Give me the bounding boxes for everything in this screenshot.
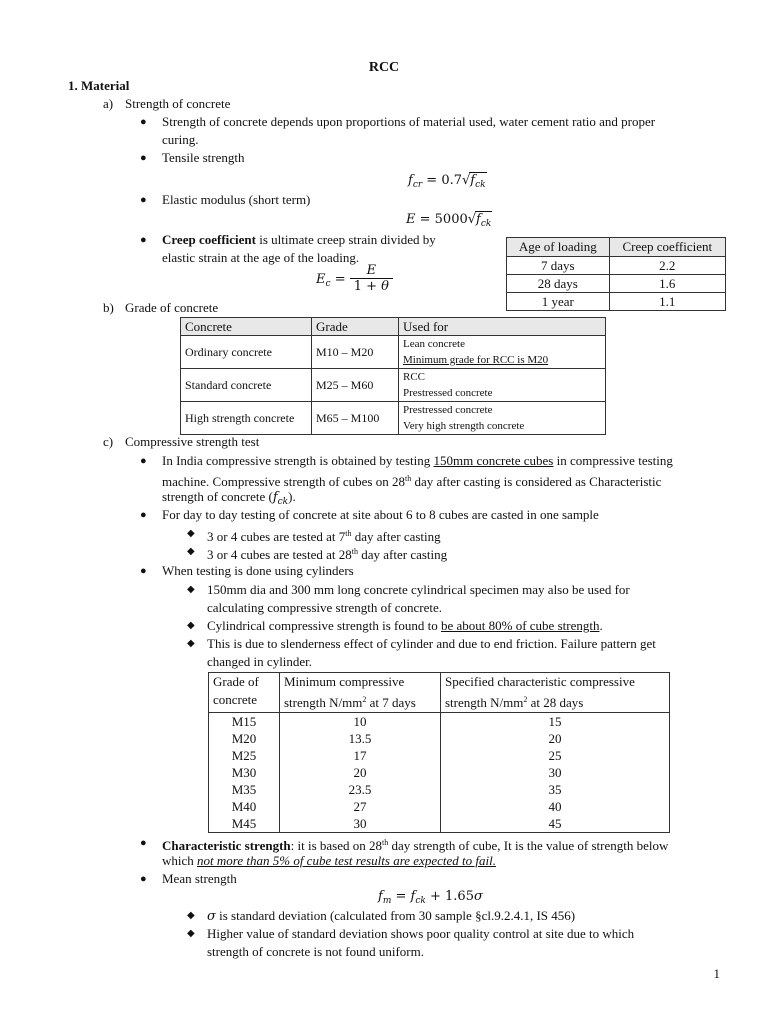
text-run: at 28 days <box>527 695 584 710</box>
table-cell: M40 <box>209 798 280 815</box>
fck-symbol: $f_{ck}$ <box>272 490 289 507</box>
table-cell: 1 year <box>507 293 610 311</box>
subheading-grade: Grade of concrete <box>125 300 219 315</box>
superscript: 2 <box>523 695 528 704</box>
table-row <box>209 730 670 747</box>
header-line: Minimum compressive <box>284 674 405 689</box>
subitem-standard-deviation <box>207 908 575 925</box>
table-cell: 27 <box>280 798 441 815</box>
text-run: ). <box>288 489 296 504</box>
diamond-bullet-icon: ◆ <box>187 910 195 921</box>
paragraph-day-to-day: For day to day testing of concrete at site about 6 to 8 cubes are casted in one sample <box>162 507 599 522</box>
use-line: Lean concrete <box>403 338 465 350</box>
creep-coefficient-text <box>162 232 436 248</box>
subitem-28-day <box>207 544 447 563</box>
table-header-row <box>181 318 606 336</box>
creep-coefficient-table <box>506 237 726 311</box>
table-cell: 20 <box>280 764 441 781</box>
table-row <box>181 369 606 402</box>
table-cell: M25 – M60 <box>312 369 399 402</box>
subitem-cylinder-strength <box>207 618 603 634</box>
subitem-quality-control-line1: Higher value of standard deviation shows poor quality control at site due to which <box>207 926 635 941</box>
table-cell: Ordinary concrete <box>181 336 312 369</box>
table-cell: 28 days <box>507 275 610 293</box>
bullet-icon: ● <box>140 873 147 885</box>
bullet-icon: ● <box>140 116 147 128</box>
header-line: Specified characteristic compressive <box>445 674 635 689</box>
table-row <box>507 293 726 311</box>
subitem-cylinder-size-line2: calculating compressive strength of concrete. <box>207 600 442 615</box>
text-run: in compressive testing <box>553 453 673 468</box>
table-row <box>209 815 670 833</box>
creep-coefficient-term: Creep coefficient <box>162 232 256 247</box>
table-cell: M10 – M20 <box>312 336 399 369</box>
bullet-icon: ● <box>140 152 147 164</box>
table-row <box>507 257 726 275</box>
diamond-bullet-icon: ◆ <box>187 638 195 649</box>
table-cell: 40 <box>441 798 670 815</box>
text-run: strength N/mm <box>284 695 363 710</box>
paragraph-india-line2 <box>162 471 661 490</box>
table-cell: M65 – M100 <box>312 402 399 435</box>
bullet-icon: ● <box>140 509 147 521</box>
diamond-bullet-icon: ◆ <box>187 546 195 557</box>
tensile-strength-text: Tensile strength <box>162 150 245 165</box>
table-cell: 15 <box>441 713 670 731</box>
subitem-slenderness-line2: changed in cylinder. <box>207 654 313 669</box>
elastic-modulus-text: Elastic modulus (short term) <box>162 192 311 207</box>
table-cell: 1.6 <box>609 275 725 293</box>
page-title: RCC <box>368 60 400 75</box>
emphasized-text: not more than 5% of cube test results are expected to fail. <box>197 853 496 868</box>
header-line: concrete <box>213 692 258 707</box>
header-line <box>445 691 665 712</box>
table-cell: 1.1 <box>609 293 725 311</box>
characteristic-strength-term: Characteristic strength <box>162 838 291 853</box>
formula-creep: $E_c$ = $\frac{E}{1 + \theta}$ <box>316 264 393 295</box>
creep-coefficient-text-line2: elastic strain at the age of the loading. <box>162 250 360 265</box>
text-run: which <box>162 853 198 868</box>
creep-coefficient-definition: is ultimate creep strain divided by <box>255 232 436 247</box>
subitem-quality-control-line2: strength of concrete is not found uniform. <box>207 944 424 959</box>
sigma-symbol: σ <box>207 909 216 924</box>
text-run: 3 or 4 cubes are tested at 7 <box>207 529 346 544</box>
table-header: Creep coefficient <box>609 238 725 257</box>
table-cell: 13.5 <box>280 730 441 747</box>
table-row <box>181 402 606 435</box>
table-cell <box>399 369 606 402</box>
table-cell: 25 <box>441 747 670 764</box>
section-heading-material: 1. Material <box>68 78 130 93</box>
table-header: Grade <box>312 318 399 336</box>
superscript: th <box>404 474 412 483</box>
text-run: : it is based on 28 <box>290 838 383 853</box>
table-row <box>507 275 726 293</box>
table-cell: Standard concrete <box>181 369 312 402</box>
table-cell: 45 <box>441 815 670 833</box>
superscript: 2 <box>362 695 367 704</box>
bullet-icon: ● <box>140 455 147 467</box>
paragraph-india-line1 <box>162 453 673 469</box>
subheading-strength: Strength of concrete <box>125 96 231 111</box>
table-row <box>209 781 670 798</box>
table-cell: 20 <box>441 730 670 747</box>
table-cell <box>399 336 606 369</box>
paragraph-strength-line1: Strength of concrete depends upon proportions of material used, water cement ratio and proper <box>162 114 656 129</box>
text-run: day after casting is considered as Characteristic <box>411 474 662 489</box>
table-header: Age of loading <box>507 238 610 257</box>
header-line <box>284 691 436 712</box>
text-run: day after casting <box>358 547 448 562</box>
table-cell <box>399 402 606 435</box>
use-line: Prestressed concrete <box>403 404 493 416</box>
diamond-bullet-icon: ◆ <box>187 528 195 539</box>
header-line: Grade of <box>213 674 259 689</box>
paragraph-characteristic-line2 <box>162 853 496 869</box>
use-line: Prestressed concrete <box>403 387 493 399</box>
formula-mean-strength: $f_m = f_{ck} + 1.65\sigma$ <box>378 889 483 906</box>
table-header <box>441 673 670 713</box>
text-run: strength N/mm <box>445 695 524 710</box>
paragraph-strength-line2: curing. <box>162 132 199 147</box>
table-cell: M35 <box>209 781 280 798</box>
text-run: day after casting <box>351 529 441 544</box>
use-line: Very high strength concrete <box>403 420 525 432</box>
table-cell: M30 <box>209 764 280 781</box>
table-cell: 7 days <box>507 257 610 275</box>
bullet-icon: ● <box>140 194 147 206</box>
superscript: th <box>345 529 352 538</box>
text-run: 3 or 4 cubes are tested at 28 <box>207 547 352 562</box>
table-cell: M15 <box>209 713 280 731</box>
table-header <box>280 673 441 713</box>
use-line: Minimum grade for RCC is M20 <box>403 354 549 366</box>
table-cell: M45 <box>209 815 280 833</box>
bullet-icon: ● <box>140 837 147 849</box>
table-row <box>209 747 670 764</box>
subitem-7-day <box>207 526 441 545</box>
item-label-a: a) <box>103 96 114 111</box>
text-run: Cylindrical compressive strength is found to <box>207 618 441 633</box>
text-run: at 7 days <box>366 695 416 710</box>
table-row <box>209 798 670 815</box>
diamond-bullet-icon: ◆ <box>187 584 195 595</box>
table-cell: 30 <box>441 764 670 781</box>
table-cell: High strength concrete <box>181 402 312 435</box>
superscript: th <box>382 838 389 847</box>
subitem-slenderness-line1: This is due to slenderness effect of cylinder and due to end friction. Failure pattern get <box>207 636 656 651</box>
text-run: day strength of cube, It is the value of strength below <box>388 838 669 853</box>
table-cell: 17 <box>280 747 441 764</box>
bullet-icon: ● <box>140 234 147 246</box>
formula-elastic-modulus: $E = 5000√f_{ck}$ <box>406 211 492 232</box>
text-run: . <box>599 618 603 633</box>
diamond-bullet-icon: ◆ <box>187 620 195 631</box>
use-line: RCC <box>403 371 426 383</box>
text-run: is standard deviation (calculated from 30 sample §cl.9.2.4.1, IS 456) <box>215 908 576 923</box>
subitem-cylinder-size-line1: 150mm dia and 300 mm long concrete cylindrical specimen may also be used for <box>207 582 630 597</box>
bullet-icon: ● <box>140 565 147 577</box>
cube-size-underlined: 150mm concrete cubes <box>433 453 554 468</box>
table-cell: 35 <box>441 781 670 798</box>
item-label-c: c) <box>103 434 114 449</box>
table-row <box>209 713 670 731</box>
grade-table <box>180 317 606 435</box>
table-row <box>209 764 670 781</box>
page-number: 1 <box>713 966 720 981</box>
table-cell: M25 <box>209 747 280 764</box>
compressive-strength-table <box>208 672 670 833</box>
table-row <box>181 336 606 369</box>
table-header: Used for <box>399 318 606 336</box>
mean-strength-text: Mean strength <box>162 871 237 886</box>
paragraph-characteristic-line1 <box>162 835 668 854</box>
formula-tensile-strength: $f_{cr} = 0.7√f_{ck}$ <box>408 172 487 193</box>
subheading-compressive: Compressive strength test <box>125 434 260 449</box>
underlined-text: be about 80% of cube strength <box>440 618 600 633</box>
table-cell: 2.2 <box>609 257 725 275</box>
superscript: th <box>351 547 358 556</box>
table-cell: 10 <box>280 713 441 731</box>
text-run: strength of concrete ( <box>162 489 273 504</box>
table-cell: 30 <box>280 815 441 833</box>
paragraph-cylinders: When testing is done using cylinders <box>162 563 354 578</box>
table-cell: 23.5 <box>280 781 441 798</box>
table-header-row <box>507 238 726 257</box>
text-run: In India compressive strength is obtained by testing <box>162 453 434 468</box>
diamond-bullet-icon: ◆ <box>187 928 195 939</box>
table-header-row <box>209 673 670 713</box>
item-label-b: b) <box>103 300 114 315</box>
table-header <box>209 673 280 713</box>
text-run: machine. Compressive strength of cubes on 28 <box>162 474 405 489</box>
table-header: Concrete <box>181 318 312 336</box>
table-cell: M20 <box>209 730 280 747</box>
